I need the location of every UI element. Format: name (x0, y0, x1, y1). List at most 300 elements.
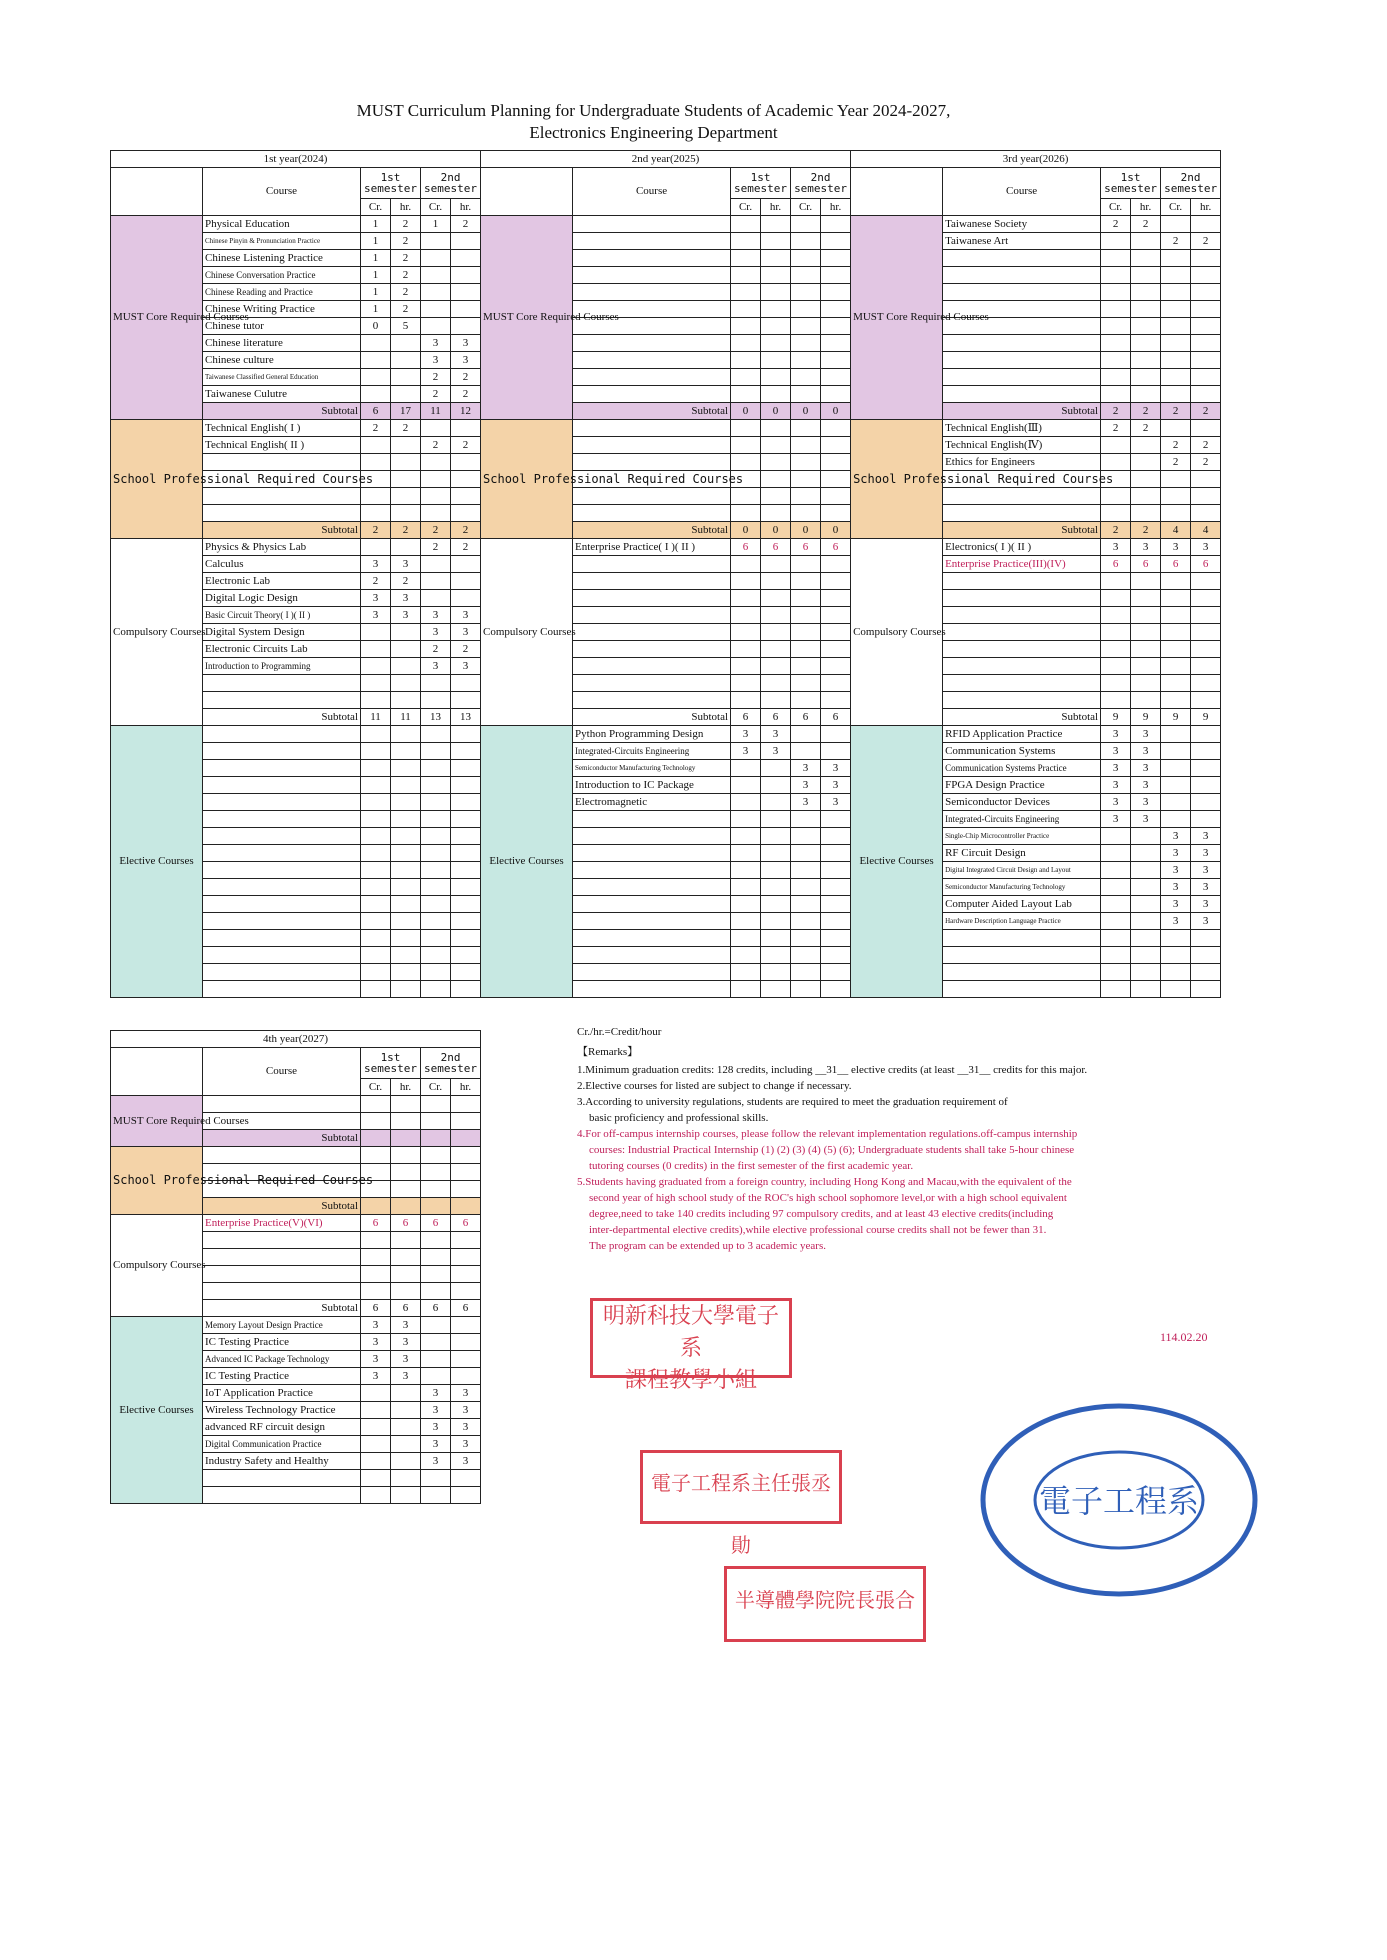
course-name (943, 675, 1101, 692)
credit-cell (1131, 624, 1161, 641)
credit-cell (821, 250, 851, 267)
subtotal-value: 0 (761, 403, 791, 420)
credit-cell (1161, 607, 1191, 624)
course-name (573, 675, 731, 692)
credit-cell (421, 794, 451, 811)
credit-cell (1161, 250, 1191, 267)
stamp-center-text: 電子工程系 (1038, 1482, 1200, 1520)
credit-cell (391, 760, 421, 777)
semester-1-header: 1st semester (361, 168, 421, 199)
credit-cell (1101, 828, 1131, 845)
credit-cell (761, 250, 791, 267)
subtotal-value: 6 (761, 709, 791, 726)
credit-cell: 3 (421, 352, 451, 369)
credit-cell (1101, 624, 1131, 641)
credit-cell (1191, 471, 1221, 488)
credit-cell: 6 (1101, 556, 1131, 573)
semester-1-header: 1st semester (1101, 168, 1161, 199)
hour-header: hr. (391, 199, 421, 216)
college-dean-seal: 半導體學院院長張合 (724, 1566, 926, 1642)
credit-cell (421, 1113, 451, 1130)
credit-cell (1161, 794, 1191, 811)
year-header: 4th year(2027) (111, 1031, 481, 1048)
course-name: RF Circuit Design (943, 845, 1101, 862)
hour-header: hr. (451, 199, 481, 216)
remark-5-cont4: The program can be extended up to 3 academic years. (589, 1240, 827, 1252)
credit-cell (731, 335, 761, 352)
credit-cell (451, 947, 481, 964)
credit-cell (391, 1283, 421, 1300)
course-name (203, 1283, 361, 1300)
subtotal-value: 6 (821, 709, 851, 726)
subtotal-value: 17 (391, 403, 421, 420)
category-comp: Compulsory Courses (851, 539, 943, 726)
course-name (573, 624, 731, 641)
credit-cell (1101, 930, 1131, 947)
course-name (573, 658, 731, 675)
credit-cell (1131, 913, 1161, 930)
credit-cell (1191, 726, 1221, 743)
credit-cell (1101, 862, 1131, 879)
credit-cell: 3 (391, 1317, 421, 1334)
credit-cell (821, 658, 851, 675)
credit-cell (421, 1317, 451, 1334)
credit-cell (421, 573, 451, 590)
credit-cell: 2 (1101, 216, 1131, 233)
credit-cell: 2 (451, 437, 481, 454)
credit-cell (361, 828, 391, 845)
credit-cell (1131, 692, 1161, 709)
credit-cell (761, 760, 791, 777)
credit-cell (731, 760, 761, 777)
credit-cell (421, 1232, 451, 1249)
credit-cell (451, 1232, 481, 1249)
subtotal-label: Subtotal (203, 1198, 361, 1215)
credit-cell (1161, 352, 1191, 369)
credit-cell (391, 1096, 421, 1113)
credit-cell (361, 488, 391, 505)
credit-cell (1131, 573, 1161, 590)
credit-cell: 2 (391, 250, 421, 267)
credit-cell (1131, 267, 1161, 284)
credit-cell (821, 284, 851, 301)
credit-cell (1161, 386, 1191, 403)
credit-cell (821, 845, 851, 862)
credit-cell (821, 505, 851, 522)
credit-cell: 3 (1191, 845, 1221, 862)
credit-cell (361, 760, 391, 777)
credit-cell: 1 (361, 250, 391, 267)
credit-cell (451, 794, 481, 811)
credit-cell (731, 845, 761, 862)
credit-cell (1131, 233, 1161, 250)
credit-cell: 3 (361, 556, 391, 573)
credit-cell (821, 981, 851, 998)
credit-cell (791, 964, 821, 981)
credit-cell: 2 (1131, 216, 1161, 233)
credit-cell: 2 (391, 216, 421, 233)
credit-cell (731, 811, 761, 828)
credit-cell: 2 (1161, 233, 1191, 250)
credit-cell (361, 947, 391, 964)
credit-cell (391, 471, 421, 488)
credit-cell (761, 335, 791, 352)
subtotal-value: 0 (791, 403, 821, 420)
credit-cell (1161, 981, 1191, 998)
credit-cell (361, 505, 391, 522)
credit-cell (791, 454, 821, 471)
course-name: Chinese Pinyin & Pronunciation Practice (203, 233, 361, 250)
credit-cell (421, 488, 451, 505)
course-name (943, 641, 1101, 658)
course-name: Chinese tutor (203, 318, 361, 335)
credit-cell (791, 420, 821, 437)
course-name (573, 641, 731, 658)
credit-cell (791, 879, 821, 896)
course-name: Digital Logic Design (203, 590, 361, 607)
credit-cell (1161, 811, 1191, 828)
credit-cell (361, 1470, 391, 1487)
credit-cell (1131, 828, 1161, 845)
credit-cell (761, 896, 791, 913)
credit-cell: 3 (361, 1317, 391, 1334)
category-school: School Professional Required Courses (111, 420, 203, 539)
subtotal-label: Subtotal (203, 1130, 361, 1147)
course-name (573, 573, 731, 590)
course-name: Electromagnetic (573, 794, 731, 811)
credit-cell (791, 828, 821, 845)
credit-cell: 3 (761, 743, 791, 760)
credit-cell (821, 726, 851, 743)
course-name: Communication Systems (943, 743, 1101, 760)
credit-cell (791, 845, 821, 862)
credit-cell (731, 386, 761, 403)
credit-cell: 2 (421, 539, 451, 556)
course-name: Basic Circuit Theory( I )( II ) (203, 607, 361, 624)
course-name: Taiwanese Society (943, 216, 1101, 233)
credit-cell (391, 947, 421, 964)
credit-cell (761, 284, 791, 301)
credit-cell (361, 624, 391, 641)
course-name (573, 981, 731, 998)
subtotal-value (421, 1198, 451, 1215)
credit-cell (761, 624, 791, 641)
course-name (203, 675, 361, 692)
credit-cell (1101, 641, 1131, 658)
credit-cell (361, 1249, 391, 1266)
credit-cell: 3 (1131, 743, 1161, 760)
credit-cell (421, 947, 451, 964)
credit-cell (1191, 318, 1221, 335)
credit-cell: 2 (451, 641, 481, 658)
credit-cell (791, 216, 821, 233)
course-name (573, 828, 731, 845)
credit-cell (731, 437, 761, 454)
credit-cell (451, 505, 481, 522)
hour-header: hr. (1131, 199, 1161, 216)
course-name: Calculus (203, 556, 361, 573)
credit-cell (1131, 318, 1161, 335)
course-name (943, 335, 1101, 352)
credit-cell (821, 301, 851, 318)
subtotal-label: Subtotal (943, 522, 1101, 539)
credit-cell (1191, 352, 1221, 369)
credit-cell (361, 896, 391, 913)
credit-cell: 3 (791, 777, 821, 794)
course-name (203, 947, 361, 964)
credit-cell (391, 505, 421, 522)
credit-cell (761, 454, 791, 471)
credit-cell: 6 (821, 539, 851, 556)
remark-5: 5.Students having graduated from a foreign country, including Hong Kong and Macau,with the equivalent of the (577, 1176, 1072, 1188)
credit-cell (761, 777, 791, 794)
credit-cell (731, 930, 761, 947)
semester-2-header: 2nd semester (1161, 168, 1221, 199)
credit-cell (1161, 726, 1191, 743)
category-core: MUST Core Required Courses (111, 216, 203, 420)
credit-cell: 6 (1191, 556, 1221, 573)
subtotal-label: Subtotal (943, 709, 1101, 726)
category-school: School Professional Required Courses (111, 1147, 203, 1215)
subtotal-value: 2 (1191, 403, 1221, 420)
credit-cell (1191, 420, 1221, 437)
credit-cell: 3 (1161, 828, 1191, 845)
credit-header: Cr. (791, 199, 821, 216)
credit-cell (791, 369, 821, 386)
credit-cell (1161, 369, 1191, 386)
remark-2: 2.Elective courses for listed are subject to change if necessary. (577, 1080, 852, 1092)
credit-cell (391, 1470, 421, 1487)
credit-cell (761, 488, 791, 505)
course-name (943, 692, 1101, 709)
credit-header: Cr. (731, 199, 761, 216)
credit-cell: 3 (1101, 726, 1131, 743)
remarks-list (577, 1062, 1197, 1254)
semester-2-header: 2nd semester (421, 168, 481, 199)
course-name (573, 352, 731, 369)
credit-cell: 3 (1131, 539, 1161, 556)
credit-cell (391, 369, 421, 386)
subtotal-label: Subtotal (573, 522, 731, 539)
credit-cell (791, 437, 821, 454)
credit-cell: 3 (791, 760, 821, 777)
credit-cell (361, 1453, 391, 1470)
credit-cell: 3 (1191, 896, 1221, 913)
credit-cell: 3 (421, 1453, 451, 1470)
credit-cell (361, 964, 391, 981)
subtotal-label: Subtotal (573, 709, 731, 726)
credit-cell (361, 386, 391, 403)
credit-cell: 3 (451, 1436, 481, 1453)
credit-cell (451, 573, 481, 590)
year-header: 2nd year(2025) (481, 151, 851, 168)
credit-cell (791, 386, 821, 403)
credit-cell (1131, 369, 1161, 386)
credit-cell (821, 828, 851, 845)
subtotal-label: Subtotal (573, 403, 731, 420)
credit-cell (451, 1266, 481, 1283)
credit-cell (1101, 675, 1131, 692)
credit-cell (761, 692, 791, 709)
credit-cell (1131, 488, 1161, 505)
credit-cell (391, 845, 421, 862)
subtotal-value: 9 (1191, 709, 1221, 726)
credit-cell (1161, 488, 1191, 505)
credit-cell: 3 (1191, 879, 1221, 896)
credit-cell (821, 692, 851, 709)
course-name (943, 964, 1101, 981)
credit-cell: 1 (361, 284, 391, 301)
credit-cell (391, 488, 421, 505)
credit-cell (1101, 267, 1131, 284)
credit-cell (731, 692, 761, 709)
credit-cell: 2 (1191, 437, 1221, 454)
credit-cell: 3 (361, 607, 391, 624)
credit-cell (761, 233, 791, 250)
category-comp: Compulsory Courses (111, 1215, 203, 1317)
credit-cell: 3 (1191, 913, 1221, 930)
credit-cell (731, 454, 761, 471)
credit-cell (421, 250, 451, 267)
credit-cell (361, 862, 391, 879)
credit-cell (391, 743, 421, 760)
course-name (203, 1470, 361, 1487)
credit-cell (731, 862, 761, 879)
credit-cell (761, 947, 791, 964)
credit-cell (421, 913, 451, 930)
credit-cell (451, 879, 481, 896)
credit-cell (421, 233, 451, 250)
credit-cell (791, 913, 821, 930)
subtotal-value: 9 (1131, 709, 1161, 726)
course-name: Physics & Physics Lab (203, 539, 361, 556)
subtotal-value: 4 (1191, 522, 1221, 539)
credit-cell: 6 (761, 539, 791, 556)
credit-cell (821, 352, 851, 369)
credit-cell: 3 (391, 1351, 421, 1368)
credit-cell (1131, 386, 1161, 403)
credit-cell (451, 845, 481, 862)
credit-cell (1191, 284, 1221, 301)
credit-cell (791, 590, 821, 607)
credit-cell (421, 760, 451, 777)
credit-cell (451, 318, 481, 335)
credit-cell (731, 794, 761, 811)
credit-cell (791, 233, 821, 250)
credit-cell (1101, 352, 1131, 369)
credit-cell (1131, 964, 1161, 981)
course-name (203, 845, 361, 862)
credit-cell (821, 607, 851, 624)
remarks-heading: 【Remarks】 (577, 1046, 639, 1058)
credit-cell (731, 879, 761, 896)
credit-cell: 3 (1101, 743, 1131, 760)
credit-cell (361, 1436, 391, 1453)
credit-cell (451, 233, 481, 250)
credit-cell (1101, 845, 1131, 862)
credit-cell (761, 675, 791, 692)
credit-cell: 2 (451, 369, 481, 386)
course-name (203, 930, 361, 947)
credit-cell (421, 981, 451, 998)
subtotal-value: 2 (1161, 403, 1191, 420)
credit-cell (1161, 590, 1191, 607)
credit-cell (391, 658, 421, 675)
course-name (573, 607, 731, 624)
credit-cell (1131, 250, 1161, 267)
credit-cell (421, 964, 451, 981)
credit-cell (421, 1487, 451, 1504)
course-name (203, 726, 361, 743)
credit-cell (391, 1385, 421, 1402)
curriculum-group-seal: 明新科技大學電子系 課程教學小組 (590, 1298, 792, 1378)
course-name (573, 947, 731, 964)
course-name: Chinese Conversation Practice (203, 267, 361, 284)
credit-cell (1101, 386, 1131, 403)
credit-cell (391, 1181, 421, 1198)
course-name: Taiwanese Classified General Education (203, 369, 361, 386)
credit-cell: 6 (451, 1215, 481, 1232)
credit-cell (1101, 981, 1131, 998)
credit-cell (421, 1283, 451, 1300)
subtotal-label: Subtotal (943, 403, 1101, 420)
credit-cell (1101, 335, 1131, 352)
credit-cell (761, 420, 791, 437)
credit-cell (361, 539, 391, 556)
credit-cell (821, 386, 851, 403)
credit-cell (421, 1334, 451, 1351)
subtotal-value: 13 (451, 709, 481, 726)
subtotal-value: 2 (1101, 403, 1131, 420)
credit-cell (451, 420, 481, 437)
subtotal-value: 0 (731, 403, 761, 420)
credit-cell: 3 (391, 607, 421, 624)
credit-cell: 2 (1131, 420, 1161, 437)
subtotal-value: 11 (391, 709, 421, 726)
credit-cell (451, 471, 481, 488)
credit-cell (791, 726, 821, 743)
credit-cell (821, 624, 851, 641)
credit-cell (731, 267, 761, 284)
credit-cell (1191, 250, 1221, 267)
credit-cell (1131, 301, 1161, 318)
course-name (573, 454, 731, 471)
category-comp: Compulsory Courses (481, 539, 573, 726)
course-name: Industry Safety and Healthy (203, 1453, 361, 1470)
category-header-blank (111, 168, 203, 216)
course-name (203, 1147, 361, 1164)
credit-cell: 2 (391, 420, 421, 437)
credit-cell (361, 1232, 391, 1249)
remark-5-cont3: inter-departmental elective credits),while elective professional course credits shall not be fewer than 31. (589, 1224, 1047, 1236)
semester-1-header: 1st semester (361, 1048, 421, 1079)
credit-cell (361, 437, 391, 454)
category-school: School Professional Required Courses (851, 420, 943, 539)
credit-cell: 3 (451, 1385, 481, 1402)
credit-cell (391, 1164, 421, 1181)
credit-cell (361, 794, 391, 811)
subtotal-value (391, 1130, 421, 1147)
credit-cell (761, 964, 791, 981)
subtotal-value: 2 (451, 522, 481, 539)
subtotal-label: Subtotal (203, 403, 361, 420)
credit-cell (361, 879, 391, 896)
credit-cell (421, 1249, 451, 1266)
course-name: IoT Application Practice (203, 1385, 361, 1402)
credit-cell (1101, 947, 1131, 964)
subtotal-value: 0 (731, 522, 761, 539)
remark-4-cont1: courses: Industrial Practical Internship (1) (2) (3) (4) (5) (6); Undergraduate students shall take 5-hour chinese (589, 1144, 1075, 1156)
